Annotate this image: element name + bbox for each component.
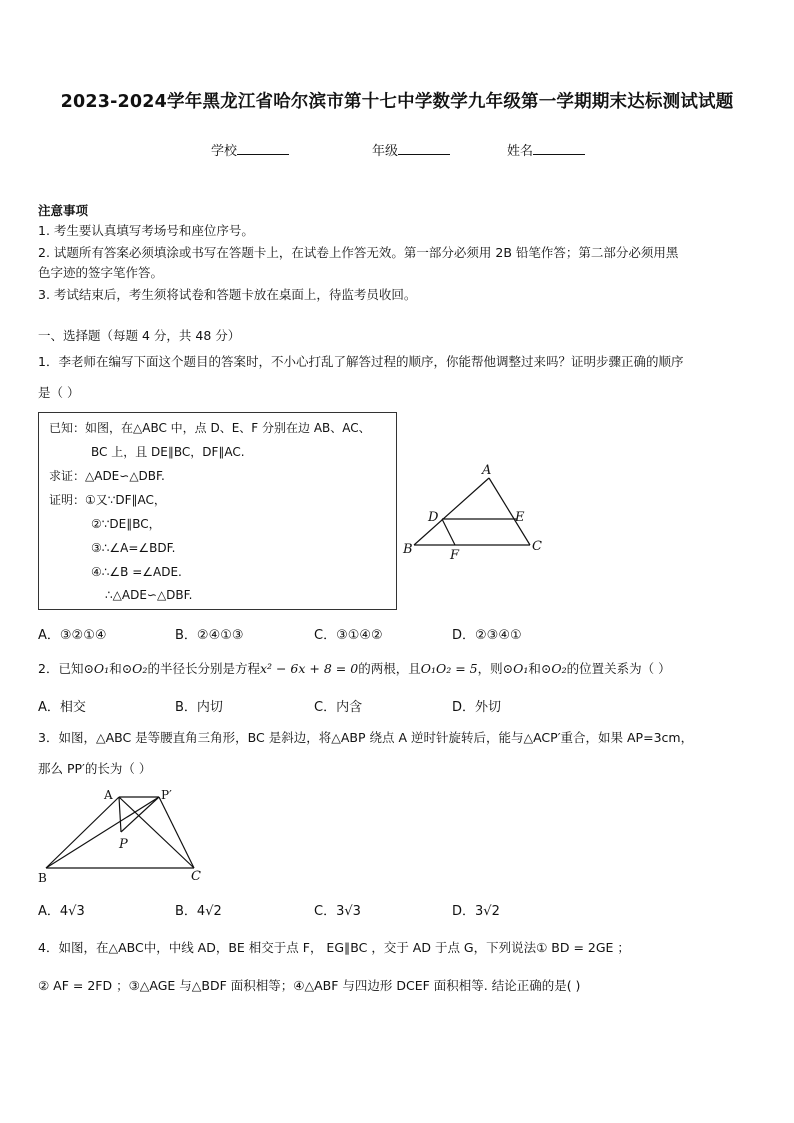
segment-df [442, 519, 455, 545]
proof-step-2: ②∵DE∥BC， [91, 517, 161, 531]
q3-option-b[interactable]: B．4√2 [175, 904, 222, 919]
q1-option-b[interactable]: B．②④①③ [175, 628, 244, 643]
page-title: 2023-2024学年黑龙江省哈尔滨市第十七中学数学九年级第一学期期末达标测试试题 [60, 92, 734, 112]
label-f: F [450, 548, 460, 563]
segment-p2c [159, 797, 194, 868]
proof-claim: 求证：△ADE∽△DBF. [49, 469, 165, 483]
q3-stem-line1: 3．如图，△ABC 是等腰直角三角形，BC 是斜边，将△ABP 绕点 A 逆时针旋转后，能与△ACP′重合，如果 AP=3cm， [38, 730, 694, 745]
label-c: C [532, 539, 542, 554]
q3-stem-line2: 那么 PP′的长为（ ） [38, 761, 152, 776]
proof-step-3: ③∴∠A=∠BDF. [91, 541, 176, 555]
note-item-1: 1. 考生要认真填写考场号和座位序号。 [38, 223, 254, 238]
q3-triangle-figure [34, 786, 214, 886]
label-a: A [482, 463, 492, 478]
q1-option-d[interactable]: D．②③④① [452, 628, 522, 643]
q1-stem-line1: 1．李老师在编写下面这个题目的答案时，不小心打乱了解答过程的顺序，你能帮他调整过来吗？证明步骤正确的顺序 [38, 354, 684, 369]
note-item-3: 3. 考试结束后，考生须将试卷和答题卡放在桌面上，待监考员收回。 [38, 287, 417, 302]
q1-option-c[interactable]: C．③①④② [314, 628, 383, 643]
q1-triangle-figure [400, 458, 550, 568]
edge-ab [46, 797, 119, 868]
label-d: D [428, 510, 439, 525]
name-field[interactable]: 姓名 [507, 140, 585, 159]
proof-conclusion: ∴△ADE∽△DBF. [105, 588, 193, 602]
label-b: B [403, 542, 413, 557]
edge-ac [119, 797, 194, 868]
label-a: A [104, 788, 113, 802]
label-p: P [119, 837, 128, 852]
q2-option-b[interactable]: B．内切 [175, 700, 223, 715]
q1-option-a[interactable]: A．③②①④ [38, 628, 107, 643]
proof-given-1: 已知：如图，在△ABC 中，点 D、E、F 分别在边 AB、AC、 [49, 421, 371, 435]
note-item-2: 2. 试题所有答案必须填涂或书写在答题卡上，在试卷上作答无效。第一部分必须用 2B 铅笔作答；第二部分必须用黑 [38, 245, 679, 260]
q2-option-c[interactable]: C．内含 [314, 700, 363, 715]
q2-option-a[interactable]: A．相交 [38, 700, 86, 715]
note-item-2-cont: 色字迹的签字笔作答。 [38, 265, 164, 280]
section-heading: 一、选择题（每题 4 分，共 48 分） [38, 328, 241, 343]
q3-option-a[interactable]: A．4√3 [38, 904, 85, 919]
school-field[interactable]: 学校 [211, 140, 289, 159]
proof-step-4: ④∴∠B =∠ADE. [91, 565, 182, 579]
segment-bp2 [46, 797, 159, 868]
proof-given-2: BC 上，且 DE∥BC，DF∥AC. [91, 445, 245, 459]
segment-ap [119, 797, 121, 832]
q4-stem-line1: 4．如图，在△ABC中，中线 AD，BE 相交于点 F， EG∥BC ，交于 AD 于点 G，下列说法① BD = 2GE ； [38, 940, 630, 955]
label-b: B [38, 871, 47, 885]
q3-option-d[interactable]: D．3√2 [452, 904, 500, 919]
q2-stem: 2．已知⊙O₁和⊙O₂的半径长分别是方程x² − 6x + 8 = 0的两根，且O₁O₂ = 5，则⊙O₁和⊙O₂的位置关系为（ ） [38, 661, 671, 676]
label-c: C [191, 869, 201, 884]
q1-proof-box [38, 412, 397, 610]
segment-pp2 [121, 797, 159, 832]
q4-stem-line2: ② AF = 2FD ；③△AGE 与△BDF 面积相等；④△ABF 与四边形 DCEF 面积相等. 结论正确的是( ) [38, 978, 581, 993]
grade-field[interactable]: 年级 [372, 140, 450, 159]
label-e: E [515, 510, 525, 525]
q1-stem-line2: 是（ ） [38, 385, 80, 400]
edge-ab [414, 478, 489, 545]
proof-step-1: 证明：①又∵DF∥AC， [49, 493, 166, 507]
q3-option-c[interactable]: C．3√3 [314, 904, 361, 919]
q2-option-d[interactable]: D．外切 [452, 700, 502, 715]
label-p-prime: P′ [161, 788, 172, 802]
notes-heading: 注意事项 [38, 203, 89, 218]
